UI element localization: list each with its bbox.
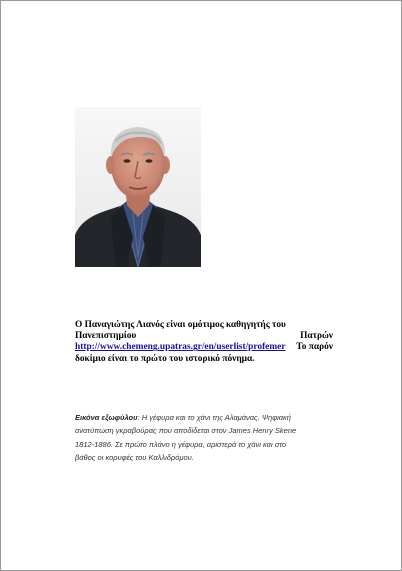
bio-line-3 xyxy=(75,342,333,353)
bio-line-4: δοκίμιο είναι το πρώτο του ιστορικό πόνημα. xyxy=(75,353,255,364)
caption-line-2: ανατύπωση γκραβούρας που αποδίδεται στον James Henry Skene xyxy=(75,426,297,436)
author-photo xyxy=(75,107,201,267)
caption-line-3: 1812-1886. Σε πρώτο πλάνο η γέφυρα, αριστερά το χάνι και στο xyxy=(75,439,287,449)
bio-university-text: Πανεπιστημίου xyxy=(75,331,137,342)
bio-line-1 xyxy=(75,320,333,331)
caption-line-1-text: : Η γέφυρα και το χάνι της Αλαμάνας. Ψηφιακή xyxy=(137,413,291,422)
bio-line-3-text: Το παρόν xyxy=(296,342,333,353)
caption-line-1 xyxy=(75,411,333,424)
caption-line-4: βάθος οι κορυφές του Καλλιδρόμου. xyxy=(75,452,194,462)
bio-line-1-text: Ο Παναγιώτης Λιανός είναι ομότιμος καθηγητής του xyxy=(75,320,286,330)
cover-caption xyxy=(75,411,333,464)
bio-city-text: Πατρών xyxy=(300,331,333,342)
profile-link[interactable]: http://www.chemeng.upatras.gr/en/userlist/profemer xyxy=(75,342,286,353)
caption-lead: Εικόνα εξωφύλου xyxy=(75,413,138,422)
author-bio xyxy=(75,320,333,365)
bio-line-2 xyxy=(75,331,333,342)
author-portrait-image xyxy=(75,107,201,267)
